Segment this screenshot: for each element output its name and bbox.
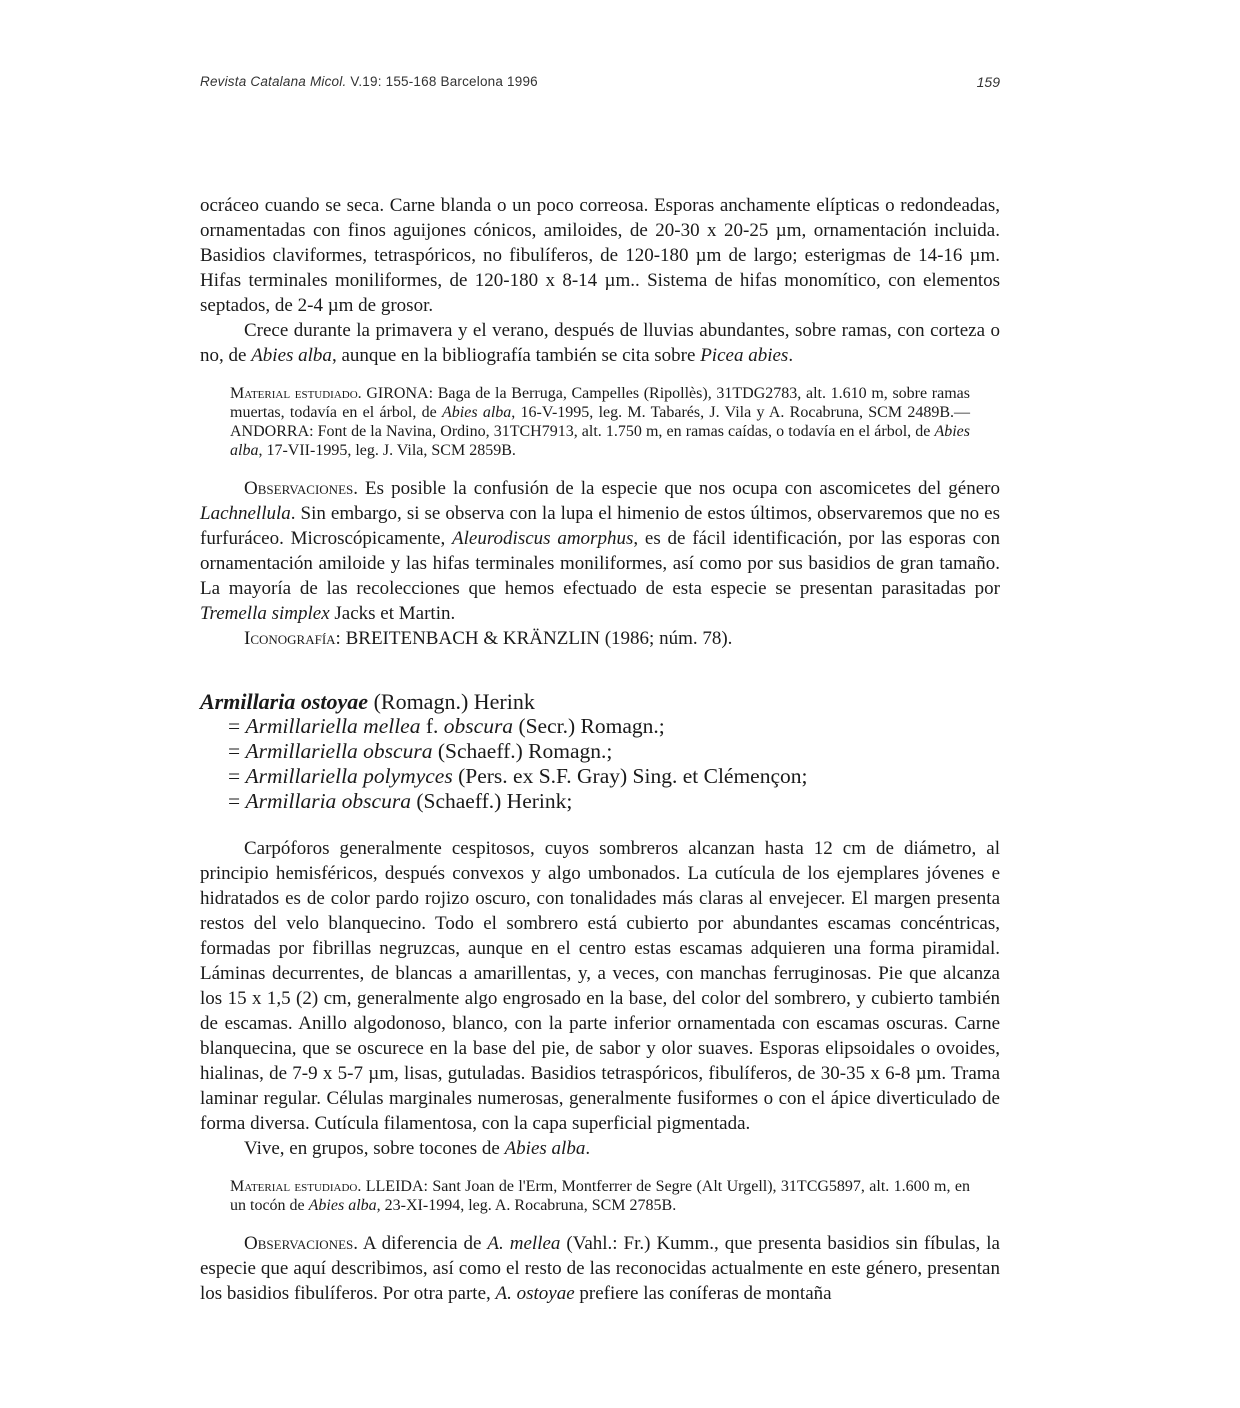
- article-body: [200, 193, 1000, 1306]
- material-studied-block: Material estudiado. LLEIDA: Sant Joan de l'Erm, Montferrer de Segre (Alt Urgell), 31TCG5897, alt. 1.600 m, en un tocón de Abies alba, 23-XI-1994, leg. A. Rocabruna, SCM 2785B.: [230, 1178, 970, 1214]
- species-description: Carpóforos generalmente cespitosos, cuyos sombreros alcanzan hasta 12 cm de diámetro, al principio hemisféricos, después convexos y algo umbonados. La cutícula de los ejemplares jóvenes e hidratados es de color pardo rojizo oscuro, con tonalidades más claras al envejecer. El margen presenta restos del velo blanquecino. Todo el sombrero está cubierto por abundantes escamas concéntricas, formadas por fibrillas negruzcas, aunque en el centro estas escamas adquieren una forma piramidal. Láminas decurrentes, de blancas a amarillentas, y, a veces, con manchas ferruginosas. Pie que alcanza los 15 x 1,5 (2) cm, generalmente algo engrosado en la base, del color del sombrero, y cubierto también de escamas. Anillo algodonoso, blanco, con la parte inferior ornamentada con escamas oscuras. Carne blanquecina, que se oscurece en la base del pie, de sabor y olor suaves. Esporas elipsoidales o ovoides, hialinas, de 7-9 x 5-7 µm, lisas, gutuladas. Basidios tetraspóricos, fibulíferos, de 30-35 x 6-8 µm. Trama laminar regular. Células marginales numerosas, generalmente fusiformes o con el ápice diverticulado de forma diversa. Cutícula filamentosa, con la capa superficial pigmentada.: [200, 838, 1000, 1134]
- running-header: [200, 74, 1000, 96]
- observations-paragraph: Observaciones. A diferencia de A. mellea (Vahl.: Fr.) Kumm., que presenta basidios sin fíbulas, la especie que aquí describimos, así como el resto de las reconocidas actualmente en este género, presentan los basidios fibulíferos. Por otra parte, A. ostoyae prefiere las coníferas de montaña: [200, 1233, 1000, 1304]
- observations-paragraph: Observaciones. Es posible la confusión de la especie que nos ocupa con ascomicetes del género Lachnellula. Sin embargo, si se observa con la lupa el himenio de estos últimos, observaremos que no es furfuráceo. Microscópicamente, Aleurodiscus amorphus, es de fácil identificación, por las esporas con ornamentación amiloide y las hifas terminales moniliformes, así como por sus basidios de gran tamaño. La mayoría de las recolecciones que hemos efectuado de esta especie se presentan parasitadas por Tremella simplex Jacks et Martin.: [200, 478, 1000, 624]
- iconography-label: Iconografía:: [244, 628, 341, 649]
- paragraph-description-continued: ocráceo cuando se seca. Carne blanda o un poco correosa. Esporas anchamente elípticas o redondeadas, ornamentadas con finos aguijones cónicos, amiloides, de 20-30 x 20-25 µm, ornamentación incluida. Basidios claviformes, tetraspóricos, no fibulíferos, de 120-180 µm de largo; esterigmas de 14-16 µm. Hifas terminales moniliformes, de 120-180 x 8-14 µm.. Sistema de hifas monomítico, con elementos septados, de 2-4 µm de grosor.: [200, 195, 1000, 316]
- iconography-line: Iconografía: BREITENBACH & KRÄNZLIN (1986; núm. 78).: [244, 628, 733, 649]
- synonym-line: = Armillaria obscura (Schaeff.) Herink;: [228, 789, 573, 813]
- paragraph-habitat: Crece durante la primavera y el verano, después de lluvias abundantes, sobre ramas, con corteza o no, de Abies alba, aunque en la bibliografía también se cita sobre Picea abies.: [200, 320, 1000, 366]
- synonym-line: = Armillariella polymyces (Pers. ex S.F. Gray) Sing. et Clémençon;: [228, 764, 808, 788]
- species-heading: [200, 689, 1000, 714]
- volume-pages: V.19: 155-168 Barcelona 1996: [350, 74, 538, 89]
- species-name: Armillaria ostoyae: [200, 689, 369, 714]
- material-studied-block: Material estudiado. GIRONA: Baga de la Berruga, Campelles (Ripollès), 31TDG2783, alt. 1.610 m, sobre ramas muertas, todavía en el árbol, de Abies alba, 16-V-1995, leg. M. Tabarés, J. Vila y A. Rocabruna, SCM 2489B.— ANDORRA: Font de la Navina, Ordino, 31TCH7913, alt. 1.750 m, en ramas caídas, o todavía en el árbol, de Abies alba, 17-VII-1995, leg. J. Vila, SCM 2859B.: [230, 385, 970, 459]
- species-habitat: Vive, en grupos, sobre tocones de Abies alba.: [244, 1138, 591, 1159]
- observations-label: Observaciones.: [244, 478, 358, 499]
- synonym-line: = Armillariella mellea f. obscura (Secr.) Romagn.;: [228, 714, 665, 738]
- header-citation: [200, 74, 538, 89]
- material-label: Material estudiado.: [230, 385, 362, 402]
- observations-label: Observaciones.: [244, 1233, 358, 1254]
- page-number: 159: [976, 74, 1000, 90]
- species-author: (Romagn.) Herink: [368, 689, 535, 714]
- synonym-line: = Armillariella obscura (Schaeff.) Romagn.;: [228, 739, 613, 763]
- journal-name: Revista Catalana Micol.: [200, 74, 347, 89]
- material-label: Material estudiado.: [230, 1178, 362, 1195]
